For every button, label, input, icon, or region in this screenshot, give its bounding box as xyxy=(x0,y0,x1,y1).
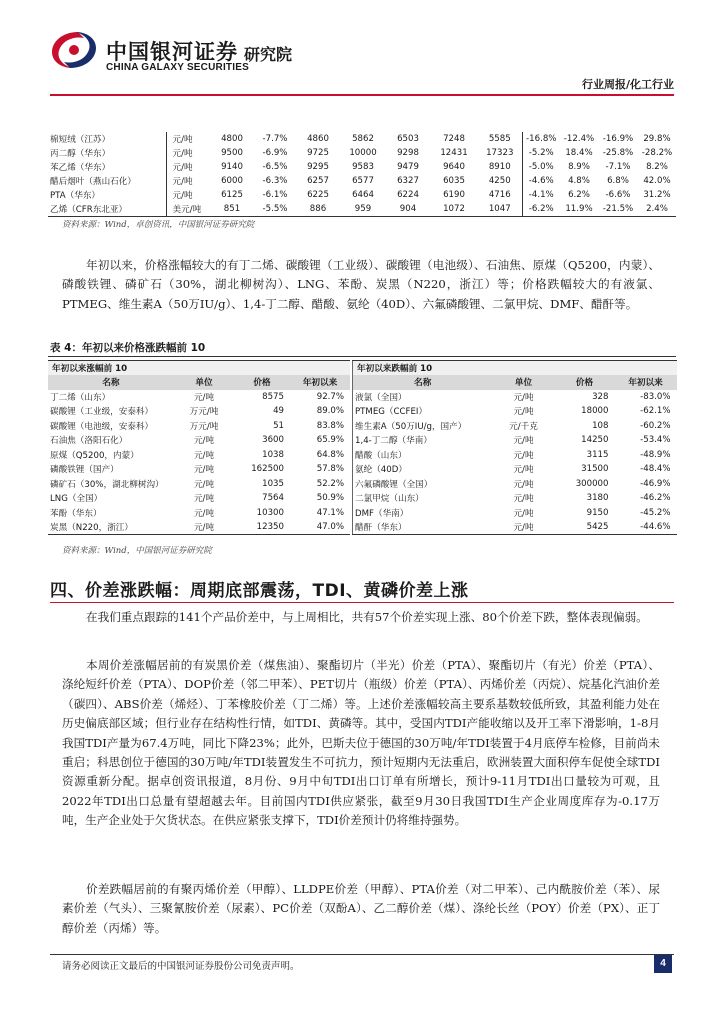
table-cell: 元/吨 xyxy=(513,494,534,505)
col-header-ytd: 年初以来 xyxy=(290,375,350,390)
table-cell: 300000 xyxy=(575,478,609,489)
table-cell: -16.8% xyxy=(522,132,560,146)
table-cell: 51 xyxy=(273,420,284,431)
table-cell: 9640 xyxy=(443,162,465,172)
price-change-table-continued xyxy=(48,132,676,217)
table-cell: 液氯（全国） xyxy=(353,390,493,405)
institute-label: 研究院 xyxy=(244,45,293,64)
table-cell: 9583 xyxy=(352,162,374,172)
table-row xyxy=(48,132,676,146)
table-cell: 丙二醇（华东） xyxy=(50,149,111,159)
table-cell: 乙烯（CFR东北亚） xyxy=(48,202,166,216)
table-row xyxy=(353,448,677,463)
paragraph-spread-gainers: 本周价差涨幅居前的有炭黑价差（煤焦油）、聚酯切片（半光）价差（PTA）、聚酯切片（有光）价差（PTA）、涤纶短纤价差（PTA）、DOP价差（邻二甲苯）、PET切片（瓶级）价差（PTA）、丙烯价差（丙烷）、烷基化汽油价差（碳四）、ABS价差（烯烃）、丁苯橡胶价差（丁二烯）等。上述价差涨幅较高主要系基数较低所致，其盈利能力处在历史偏底部区域；但行业存在结构性行情，如TDI、黄磷等。其中，受国内TDI产能收缩以及开工率下滑影响，1-8月我国TDI产量为67.4万吨，同比下降23%；此外，巴斯夫位于德国的30万吨/年TDI装置于4月底停车检修，目前尚未重启；科思创位于德国的30万吨/年TDI装置发生不可抗力，预计短期内无法重启，欧洲装置大面积停车促使全球TDI资源重新分配。据卓创资讯报道，8月份、9月中旬TDI出口订单有所增长，预计9-11月TDI出口量较为可观，且2022年TDI出口总量有望超越去年。目前国内TDI供应紧张，截至9月30日我国TDI生产企业周度库存为-0.17万吨，生产企业处于欠货状态。在供应紧张支撑下，TDI价差预计仍将维持强势。 xyxy=(62,658,660,828)
table-cell: -5.5% xyxy=(254,202,296,216)
table-cell: 57.8% xyxy=(316,464,345,475)
table-row xyxy=(48,433,350,448)
table-cell: -48.4% xyxy=(640,464,671,475)
table-cell: 904 xyxy=(386,202,430,216)
table-cell: PTMEG（CCFEI） xyxy=(353,404,493,419)
table-row xyxy=(353,433,677,448)
col-header-price: 价格 xyxy=(555,375,615,390)
table-cell: 52.2% xyxy=(316,478,345,489)
table-cell: 1035 xyxy=(262,478,284,489)
col-header-unit: 单位 xyxy=(493,375,555,390)
table-cell: 8910 xyxy=(488,162,511,172)
table-cell: -7.1% xyxy=(605,162,631,172)
footer-disclaimer: 请务必阅读正文最后的中国银河证券股份公司免责声明。 xyxy=(62,961,300,972)
table-cell: 元/吨 xyxy=(166,146,210,160)
table-cell: 47.1% xyxy=(316,507,345,518)
col-header-name: 名称 xyxy=(48,375,174,390)
section-divider xyxy=(50,602,674,603)
table-row xyxy=(48,202,676,216)
table-cell: 1047 xyxy=(478,202,522,216)
table-cell: 3600 xyxy=(262,435,284,446)
table-cell: 苯乙烯（华东） xyxy=(50,163,111,173)
table-cell: 6.2% xyxy=(568,190,590,200)
table-cell: 苯酚（华东） xyxy=(50,508,102,519)
table-cell: 11.9% xyxy=(560,202,598,216)
table-cell: -12.4% xyxy=(563,134,595,144)
table-cell: 元/吨 xyxy=(166,132,210,146)
table-cell: 棉短绒（江苏） xyxy=(50,135,111,145)
table-cell: DMF（华南） xyxy=(353,506,493,521)
table-cell: -4.6% xyxy=(522,174,560,188)
table-row xyxy=(353,520,677,535)
table-cell: 维生素A（50万IU/g，国产） xyxy=(353,419,493,434)
table-row xyxy=(48,520,350,535)
table-cell: 元/吨 xyxy=(513,465,534,476)
table-cell: 碳酸锂（工业级，安泰科） xyxy=(50,407,154,418)
caption-divider xyxy=(48,356,676,357)
table-row xyxy=(48,188,676,202)
table-cell: 元/吨 xyxy=(166,188,210,202)
table-cell: -6.5% xyxy=(262,162,288,172)
table-cell: -5.2% xyxy=(522,146,560,160)
page-number: 4 xyxy=(654,955,672,973)
table-cell: 89.0% xyxy=(316,406,345,417)
table-cell: -25.8% xyxy=(602,148,634,158)
table-row xyxy=(48,506,350,521)
table-cell: 元/吨 xyxy=(166,160,210,174)
table-cell: 4800 xyxy=(221,134,243,144)
table-row xyxy=(48,160,676,174)
table-cell: 9725 xyxy=(307,148,329,158)
header-divider xyxy=(50,94,674,96)
table-cell: 9500 xyxy=(221,148,243,158)
table-cell: 8.9% xyxy=(568,162,590,172)
table-cell: 炭黑（N220，浙江） xyxy=(48,520,174,535)
col-header-unit: 单位 xyxy=(174,375,234,390)
table-cell: -83.0% xyxy=(640,391,671,402)
table-cell: 12350 xyxy=(234,520,290,535)
table-cell: 7248 xyxy=(443,134,465,144)
table4-source-note: 资料来源：Wind，中国银河证券研究院 xyxy=(62,546,212,556)
table-cell: 元/吨 xyxy=(193,436,215,447)
table-cell: 4716 xyxy=(488,190,511,200)
table-cell: 丁二烯（山东） xyxy=(50,392,111,403)
table-cell: 元/吨 xyxy=(513,479,534,490)
table-cell: 4250 xyxy=(488,176,511,186)
table-cell: 49 xyxy=(273,406,284,417)
table-row xyxy=(48,404,350,419)
table-cell: 18000 xyxy=(581,406,609,417)
table-cell: 6035 xyxy=(443,176,465,186)
table-cell: -6.9% xyxy=(262,148,288,158)
table-cell: 851 xyxy=(210,202,254,216)
col-header-name: 名称 xyxy=(353,375,493,390)
table-cell: 6577 xyxy=(352,176,374,186)
table-cell: 6225 xyxy=(307,190,329,200)
table-cell: 醋后烟叶（燕山石化） xyxy=(50,177,136,187)
table-cell: -7.7% xyxy=(262,134,288,144)
table-cell: 8575 xyxy=(262,391,284,402)
col-header-ytd: 年初以来 xyxy=(615,375,677,390)
table-cell: 元/吨 xyxy=(193,450,215,461)
paragraph-spread-overview: 在我们重点跟踪的141个产品价差中，与上周相比，共有57个价差实现上涨、80个价差下跌，整体表现偏弱。 xyxy=(86,610,648,624)
table-cell: 4860 xyxy=(307,134,329,144)
decliners-title: 年初以来跌幅前 10 xyxy=(353,361,677,376)
table-cell: 元/吨 xyxy=(513,392,534,403)
table-cell: 醋酐（华东） xyxy=(353,520,493,535)
table-cell: 65.9% xyxy=(316,435,345,446)
section-heading: 四、价差涨跌幅：周期底部震荡，TDI、黄磷价差上涨 xyxy=(50,581,469,601)
table-cell: PTA（华东） xyxy=(50,191,101,201)
gainers-title: 年初以来涨幅前 10 xyxy=(48,361,350,376)
table-cell: -6.2% xyxy=(522,202,560,216)
col-header-price: 价格 xyxy=(234,375,290,390)
table-cell: -46.9% xyxy=(640,478,671,489)
table-cell: 5425 xyxy=(555,520,615,535)
footer-divider xyxy=(50,954,674,955)
table-cell: -46.2% xyxy=(640,493,671,504)
table-cell: 29.8% xyxy=(643,134,671,144)
table-cell: -6.3% xyxy=(262,176,288,186)
table-cell: 元/吨 xyxy=(513,436,534,447)
table-cell: 元/吨 xyxy=(513,407,534,418)
brand-name-en: CHINA GALAXY SECURITIES xyxy=(106,62,249,73)
table-cell: -4.1% xyxy=(522,188,560,202)
table-row xyxy=(353,404,677,419)
table-source-note: 资料来源：Wind，卓创资讯，中国银河证券研究院 xyxy=(62,220,255,230)
table-cell: -44.6% xyxy=(615,520,677,535)
table-row xyxy=(353,491,677,506)
table-cell: 328 xyxy=(592,391,609,402)
table-cell: 83.8% xyxy=(316,420,345,431)
table-cell: 6503 xyxy=(397,134,419,144)
table-cell: 元/吨 xyxy=(193,494,215,505)
table-row xyxy=(353,462,677,477)
table-cell: 4.8% xyxy=(568,176,590,186)
table-cell: 47.0% xyxy=(290,520,350,535)
brand-name-cn: 中国银河证券 xyxy=(106,40,238,64)
table-cell: 元/吨 xyxy=(493,520,555,535)
table-cell: 959 xyxy=(340,202,386,216)
table-cell: 6125 xyxy=(221,190,243,200)
table-cell: 10300 xyxy=(256,507,284,518)
table-cell: -5.0% xyxy=(522,160,560,174)
table-cell: 2.4% xyxy=(638,202,676,216)
table-row xyxy=(48,419,350,434)
table-row xyxy=(48,390,350,405)
table-cell: 碳酸锂（电池级，安泰科） xyxy=(50,421,154,432)
table-cell: -21.5% xyxy=(598,202,638,216)
table-cell: 石油焦（洛阳石化） xyxy=(50,436,128,447)
table-cell: 14250 xyxy=(581,435,609,446)
table-cell: 18.4% xyxy=(565,148,593,158)
table-cell: 6257 xyxy=(307,176,329,186)
table-cell: 万元/吨 xyxy=(189,421,219,432)
table-cell: 162500 xyxy=(251,464,284,475)
table-row xyxy=(48,146,676,160)
table-row xyxy=(48,462,350,477)
table-cell: 1072 xyxy=(430,202,478,216)
table-cell: 5585 xyxy=(488,134,511,144)
table-cell: 万元/吨 xyxy=(189,407,219,418)
table-cell: 31500 xyxy=(581,464,609,475)
table-cell: 10000 xyxy=(349,148,377,158)
table-cell: 元/吨 xyxy=(193,508,215,519)
table-cell: 元/吨 xyxy=(174,520,234,535)
table-cell: 6224 xyxy=(397,190,419,200)
table-cell: 3115 xyxy=(586,449,609,460)
table-cell: -62.1% xyxy=(640,406,671,417)
table-cell: -6.1% xyxy=(262,190,288,200)
table-cell: 7564 xyxy=(262,493,284,504)
table-cell: LNG（全国） xyxy=(50,494,103,505)
table-cell: 6190 xyxy=(443,190,465,200)
table-cell: 12431 xyxy=(440,148,468,158)
table-cell: -28.2% xyxy=(641,148,673,158)
table-cell: 3180 xyxy=(586,493,609,504)
table-cell: 108 xyxy=(592,420,609,431)
table-cell: 886 xyxy=(296,202,340,216)
table-row xyxy=(48,448,350,463)
table-cell: 9298 xyxy=(397,148,419,158)
table-caption: 表 4：年初以来价格涨跌幅前 10 xyxy=(50,342,206,354)
page-header xyxy=(0,0,724,100)
table-cell: 美元/吨 xyxy=(166,202,210,216)
table-cell: 31.2% xyxy=(643,190,671,200)
table-cell: 磷酸铁锂（国产） xyxy=(50,465,119,476)
table-cell: 元/吨 xyxy=(513,508,534,519)
table-cell: 1,4-丁二醇（华南） xyxy=(353,433,493,448)
table-cell: 8.2% xyxy=(646,162,668,172)
table-cell: 元/千克 xyxy=(509,421,538,432)
table-cell: 醋酸（山东） xyxy=(353,448,493,463)
table-cell: 元/吨 xyxy=(193,392,215,403)
report-category: 行业周报/化工行业 xyxy=(581,78,674,91)
table-cell: -45.2% xyxy=(640,507,671,518)
table-cell: -6.6% xyxy=(605,190,631,200)
table-cell: 5862 xyxy=(352,134,374,144)
table-cell: 磷矿石（30%，湖北柳树沟） xyxy=(50,479,164,490)
table-row xyxy=(353,477,677,492)
paragraph-ytd-summary: 年初以来，价格涨幅较大的有丁二烯、碳酸锂（工业级）、碳酸锂（电池级）、石油焦、原煤（Q5200，内蒙）、磷酸铁锂、磷矿石（30%，湖北柳树沟）、LNG、苯酚、炭黑（N220，浙江）等；价格跌幅较大的有液氯、PTMEG、维生素A（50万IU/g）、1,4-丁二醇、醋酸、氨纶（40D）、六氟磷酸锂、二氯甲烷、DMF、醋酐等。 xyxy=(62,258,660,311)
table-cell: 氨纶（40D） xyxy=(353,462,493,477)
table-row xyxy=(353,506,677,521)
table-cell: 9295 xyxy=(307,162,329,172)
table-cell: -48.9% xyxy=(640,449,671,460)
table-cell: 50.9% xyxy=(316,493,345,504)
table-cell: 元/吨 xyxy=(166,174,210,188)
paragraph-spread-decliners: 价差跌幅居前的有聚丙烯价差（甲醇）、LLDPE价差（甲醇）、PTA价差（对二甲苯）、己内酰胺价差（苯）、尿素价差（气头）、三聚氰胺价差（尿素）、PC价差（双酚A）、乙二醇价差（煤）、涤纶长丝（POY）价差（PX）、正丁醇价差（丙烯）等。 xyxy=(62,882,660,935)
table-cell: 6.8% xyxy=(607,176,629,186)
table-cell: 9479 xyxy=(397,162,419,172)
table-row xyxy=(48,491,350,506)
table-row xyxy=(353,390,677,405)
table-cell: 6327 xyxy=(397,176,419,186)
table-cell: 元/吨 xyxy=(513,450,534,461)
table-row xyxy=(48,174,676,188)
table-cell: 17323 xyxy=(486,148,514,158)
table-row xyxy=(353,419,677,434)
table-cell: -60.2% xyxy=(640,420,671,431)
table-cell: 元/吨 xyxy=(193,465,215,476)
table-cell: -53.4% xyxy=(640,435,671,446)
table-row xyxy=(48,477,350,492)
table-cell: 6464 xyxy=(352,190,374,200)
table-cell: 9150 xyxy=(586,507,609,518)
table-cell: 元/吨 xyxy=(193,479,215,490)
table-cell: 1038 xyxy=(262,449,284,460)
galaxy-logo-icon xyxy=(48,28,100,72)
top10-decliners-table xyxy=(352,360,677,535)
table-cell: 64.8% xyxy=(316,449,345,460)
table-cell: 二氯甲烷（山东） xyxy=(353,491,493,506)
table-cell: 原煤（Q5200，内蒙） xyxy=(50,450,139,461)
table-cell: -16.9% xyxy=(602,134,634,144)
table-cell: 92.7% xyxy=(316,391,345,402)
table-cell: 42.0% xyxy=(643,176,671,186)
table-cell: 六氟磷酸锂（全国） xyxy=(353,477,493,492)
table-cell: 9140 xyxy=(221,162,243,172)
top10-gainers-table xyxy=(48,360,350,535)
table-cell: 6000 xyxy=(221,176,243,186)
